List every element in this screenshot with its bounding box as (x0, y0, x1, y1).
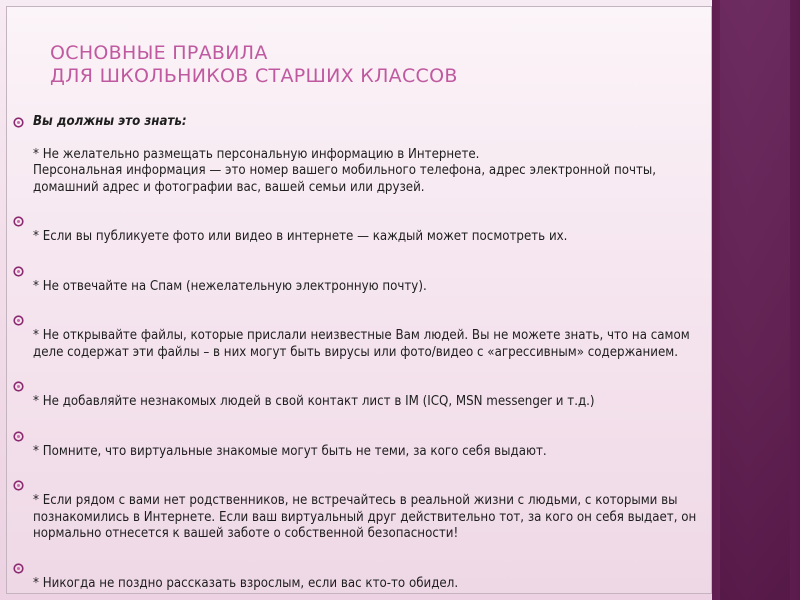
rule-4: * Не открывайте файлы, которые прислали неизвестные Вам людей. Вы не можете знать, что на самом деле содержат эти файлы – в них могут быть вирусы или фото/видео с «агрессивным» содержанием. (33, 328, 690, 360)
spacer (12, 295, 702, 312)
list-item-6 (12, 428, 702, 461)
decorative-side-band (712, 0, 800, 600)
spacer (33, 213, 702, 229)
spacer (12, 543, 702, 560)
spacer (12, 196, 702, 213)
spacer (12, 460, 702, 477)
circle-bullet-icon (12, 116, 25, 129)
spacer (33, 560, 702, 576)
list-item-5 (12, 378, 702, 411)
rule-8: * Никогда не поздно рассказать взрослым, если вас кто-то обидел. (33, 575, 459, 591)
side-band-inner (720, 0, 790, 600)
list-item-2 (12, 213, 702, 246)
rule-5: * Не добавляйте незнакомых людей в свой контакт лист в IM (ICQ, MSN messenger и т.д.) (33, 394, 595, 409)
spacer (33, 263, 702, 279)
title-line-1: ОСНОВНЫЕ ПРАВИЛА (50, 42, 268, 64)
spacer (33, 312, 702, 328)
list-item-8 (12, 560, 702, 593)
lead-text: Вы должны это знать: (33, 114, 187, 129)
circle-bullet-icon (12, 430, 25, 443)
spacer (12, 411, 702, 428)
rules-list (12, 114, 702, 592)
spacer (12, 361, 702, 378)
circle-bullet-icon (12, 314, 25, 327)
rule-2: * Если вы публикуете фото или видео в интернете — каждый может посмотреть их. (33, 229, 568, 244)
rule-1-line-2: Персональная информация — это номер вашего мобильного телефона, адрес электронной почты, домашний адрес и фотографии вас, вашей семьи или друзей. (33, 163, 657, 195)
circle-bullet-icon (12, 562, 25, 575)
list-item-4 (12, 312, 702, 361)
slide-title (50, 42, 670, 88)
circle-bullet-icon (12, 380, 25, 393)
title-line-2: ДЛЯ ШКОЛЬНИКОВ СТАРШИХ КЛАССОВ (50, 65, 458, 87)
circle-bullet-icon (12, 479, 25, 492)
spacer (12, 246, 702, 263)
list-item-1 (12, 114, 702, 196)
circle-bullet-icon (12, 265, 25, 278)
list-item-3 (12, 263, 702, 296)
circle-bullet-icon (12, 215, 25, 228)
rule-1-line-1: * Не желательно размещать персональную информацию в Интернете. (33, 146, 480, 162)
list-item-7 (12, 477, 702, 543)
spacer (33, 378, 702, 394)
spacer (33, 477, 702, 493)
rule-3: * Не отвечайте на Спам (нежелательную электронную почту). (33, 278, 427, 294)
rule-6: * Помните, что виртуальные знакомые могут быть не теми, за кого себя выдают. (33, 443, 547, 459)
spacer (33, 428, 702, 444)
rule-7: * Если рядом с вами нет родственников, не встречайтесь в реальной жизни с людьми, с которыми вы познакомились в Интернете. Если ваш виртуальный друг действительно тот, за кого он себя выдает, он нормально отнесется к вашей заботе о собственной безопасности! (33, 493, 697, 541)
